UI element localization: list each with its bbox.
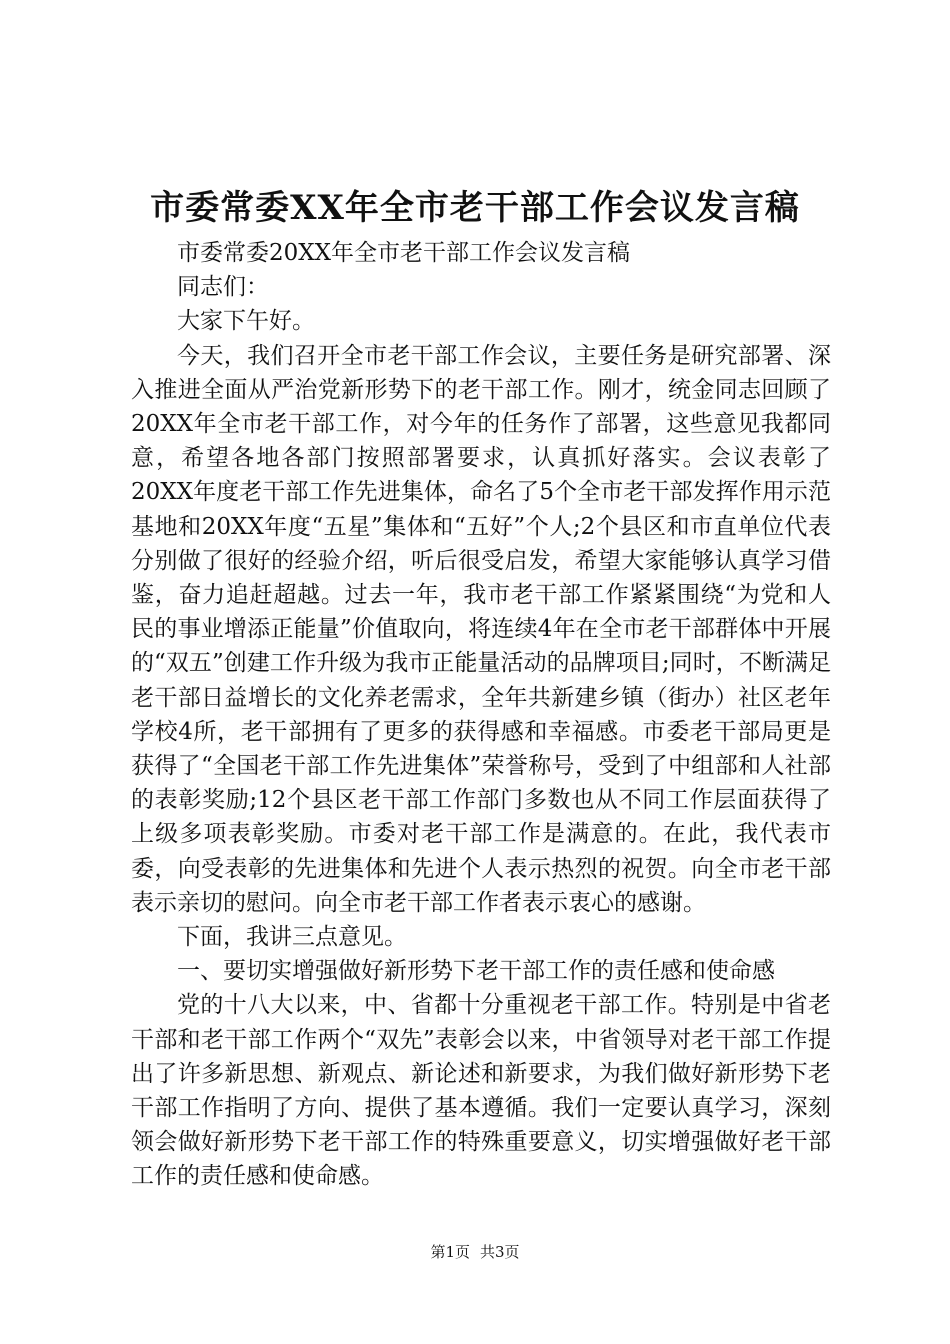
page-total: 共3页 [480, 1243, 520, 1261]
body-paragraph: 今天，我们召开全市老干部工作会议，主要任务是研究部署、深入推进全面从严治党新形势下的老干部工作。刚才，统金同志回顾了20XX年全市老干部工作，对今年的任务作了部署，这些意见我都同意，希望各地各部门按照部署要求，认真抓好落实。会议表彰了20XX年度老干部工作先进集体，命名了5个全市老干部发挥作用示范基地和20XX年度“五星”集体和“五好”个人;2个县区和市直单位代表分别做了很好的经验介绍，听后很受启发，希望大家能够认真学习借鉴，奋力追赶超越。过去一年，我市老干部工作紧紧围绕“为党和人民的事业增添正能量”价值取向，将连续4年在全市老干部群体中开展的“双五”创建工作升级为我市正能量活动的品牌项目;同时，不断满足老干部日益增长的文化养老需求，全年共新建乡镇（街办）社区老年学校4所，老干部拥有了更多的获得感和幸福感。市委老干部局更是获得了“全国老干部工作先进集体”荣誉称号，受到了中组部和人社部的表彰奖励;12个县区老干部工作部门多数也从不同工作层面获得了上级多项表彰奖励。市委对老干部工作是满意的。在此，我代表市委，向受表彰的先进集体和先进个人表示热烈的祝贺。向全市老干部表示亲切的慰问。向全市老干部工作者表示衷心的感谢。 [131, 342, 831, 916]
page-number: 第1页 [430, 1243, 470, 1261]
body-paragraph: 党的十八大以来，中、省都十分重视老干部工作。特别是中省老干部和老干部工作两个“双先”表彰会以来，中省领导对老干部工作提出了许多新思想、新观点、新论述和新要求，为我们做好新形势下老干部工作指明了方向、提供了基本遵循。我们一定要认真学习，深刻领会做好新形势下老干部工作的特殊重要意义，切实增强做好老干部工作的责任感和使命感。 [131, 992, 831, 1190]
page-footer [0, 1242, 950, 1262]
body-paragraph: 下面，我讲三点意见。 [177, 924, 407, 951]
document-body [131, 236, 831, 1194]
section-heading: 一、要切实增强做好新形势下老干部工作的责任感和使命感 [177, 958, 775, 985]
salutation-paragraph: 同志们： [177, 274, 269, 301]
document-title: 市委常委XX年全市老干部工作会议发言稿 [150, 188, 800, 228]
greeting-paragraph: 大家下午好。 [177, 308, 315, 335]
subtitle-paragraph: 市委常委20XX年全市老干部工作会议发言稿 [177, 240, 631, 266]
